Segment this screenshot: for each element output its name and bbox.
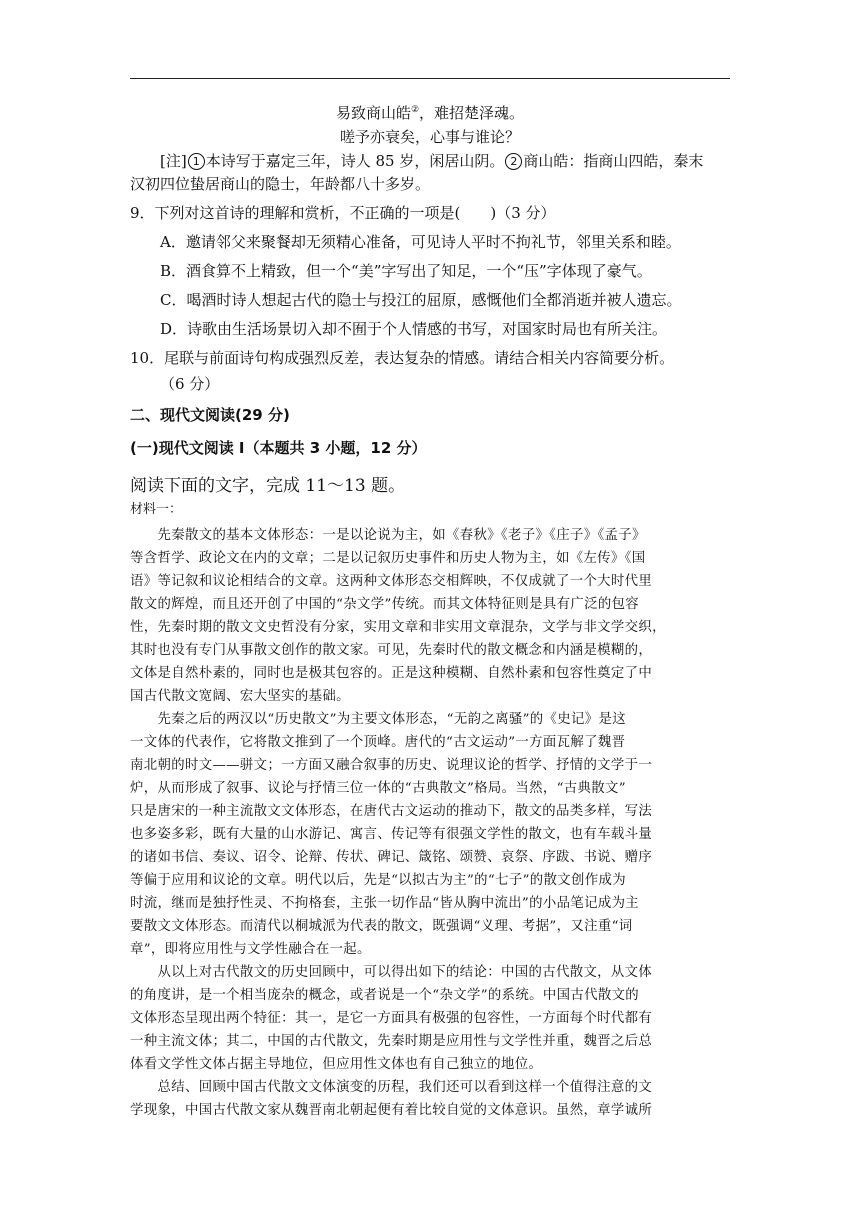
paragraph-line: 先秦散文的基本文体形态：一是以论说为主，如《春秋》《老子》《庄子》《孟子》 xyxy=(130,528,646,543)
note-line-1 xyxy=(160,151,703,171)
circled-number-1: 1 xyxy=(188,153,205,170)
poem-line-1-rest: ，难招楚泽魂。 xyxy=(419,104,525,122)
footnote-mark: ② xyxy=(410,105,420,115)
section-subtitle: (一)现代文阅读 I（本题共 3 小题，12 分） xyxy=(130,439,427,457)
reading-instruction: 阅读下面的文字，完成 11～13 题。 xyxy=(130,476,406,496)
paragraph-line: 的角度讲，是一个相当庞杂的概念，或者说是一个“杂文学”的系统。中国古代散文的 xyxy=(130,988,640,1003)
paragraph-line: 等含哲学、政论文在内的文章；二是以记叙历史事件和历史人物为主，如《左传》《国 xyxy=(130,551,646,566)
paragraph-line: 国古代散文宽阔、宏大坚实的基础。 xyxy=(130,689,350,704)
question-9-stem: 9．下列对这首诗的理解和赏析，不正确的一项是( )（3 分） xyxy=(130,204,556,222)
question-9-option-c: C．喝酒时诗人想起古代的隐士与投江的屈原，感慨他们全都消逝并被人遗忘。 xyxy=(160,291,682,309)
paragraph-line: 只是唐宋的一种主流散文文体形态，在唐代古文运动的推动下，散文的品类多样，写法 xyxy=(130,804,653,819)
poem-line-1 xyxy=(130,103,730,123)
note-part-2: 商山皓：指商山四皓，秦末 xyxy=(523,152,704,170)
paragraph-line: 体看文学性文体占据主导地位，但应用性文体也有自己独立的地位。 xyxy=(130,1057,543,1072)
note-line-2: 汉初四位蛰居商山的隐士，年龄都八十多岁。 xyxy=(130,175,431,193)
paragraph-line: 一文体的代表作，它将散文推到了一个顶峰。唐代的“古文运动”一方面瓦解了魏晋 xyxy=(130,735,626,750)
paragraph-line: 的诸如书信、奏议、诏令、论辩、传状、碑记、箴铭、颂赞、哀祭、序跋、书说、赠序 xyxy=(130,850,653,865)
question-10-points: （6 分） xyxy=(160,375,220,393)
paragraph-line: 时流，继而是独抒性灵、不拘格套，主张一切作品“皆从胸中流出”的小品笔记成为主 xyxy=(130,896,640,911)
note-prefix: [注] xyxy=(160,152,187,170)
paragraph-line: 要散文文体形态。而清代以桐城派为代表的散文，既强调“义理、考据”，又注重“词 xyxy=(130,919,633,934)
paragraph-line: 南北朝的时文——骈文；一方面又融合叙事的历史、说理议论的哲学、抒情的文学于一 xyxy=(130,758,653,773)
paragraph-line: 文体形态呈现出两个特征：其一，是它一方面具有极强的包容性，一方面每个时代都有 xyxy=(130,1011,653,1026)
paragraph-line: 炉，从而形成了叙事、议论与抒情三位一体的“古典散文”格局。当然，“古典散文” xyxy=(130,781,626,796)
paragraph-line: 章”，即将应用性与文学性融合在一起。 xyxy=(130,942,371,957)
paragraph-line: 散文的辉煌，而且还开创了中国的“杂文学”传统。而其文体特征则是具有广泛的包容 xyxy=(130,597,640,612)
question-9-option-a: A．邀请邻父来聚餐却无须精心准备，可见诗人平时不拘礼节，邻里关系和睦。 xyxy=(160,233,681,251)
paragraph-line: 一种主流文体；其二，中国的古代散文，先秦时期是应用性与文学性并重，魏晋之后总 xyxy=(130,1034,653,1049)
paragraph-line: 其时也没有专门从事散文创作的散文家。可见，先秦时代的散文概念和内涵是模糊的， xyxy=(130,643,653,658)
paragraph-line: 总结、回顾中国古代散文文体演变的历程，我们还可以看到这样一个值得注意的文 xyxy=(130,1080,653,1095)
question-9-option-b: B．酒食算不上精致，但一个“美”字写出了知足，一个“压”字体现了豪气。 xyxy=(160,262,652,280)
poem-line-1-text: 易致商山皓 xyxy=(335,104,411,122)
paragraph-line: 文体是自然朴素的，同时也是极其包容的。正是这种模糊、自然朴素和包容性奠定了中 xyxy=(130,666,653,681)
paragraph-line: 性，先秦时期的散文文史哲没有分家，实用文章和非实用文章混杂，文学与非文学交织， xyxy=(130,620,666,635)
paragraph-line: 先秦之后的两汉以“历史散文”为主要文体形态，“无韵之离骚”的《史记》是这 xyxy=(130,712,626,727)
material-label: 材料一： xyxy=(130,502,183,517)
paragraph-line: 语》等记叙和议论相结合的文章。这两种文体形态交相辉映，不仅成就了一个大时代里 xyxy=(130,574,653,589)
question-9-option-d: D．诗歌由生活场景切入却不囿于个人情感的书写，对国家时局也有所关注。 xyxy=(160,320,668,338)
note-part-1: 本诗写于嘉定三年，诗人 85 岁，闲居山阴。 xyxy=(205,152,505,170)
paragraph-line: 学现象，中国古代散文家从魏晋南北朝起便有着比较自觉的文体意识。虽然，章学诚所 xyxy=(130,1103,653,1118)
poem-line-2: 嗟予亦衰矣，心事与谁论？ xyxy=(339,128,520,146)
circled-number-2: 2 xyxy=(505,153,522,170)
header-rule xyxy=(130,78,730,79)
paragraph-line: 从以上对古代散文的历史回顾中，可以得出如下的结论：中国的古代散文，从文体 xyxy=(130,965,653,980)
section-title: 二、现代文阅读(29 分) xyxy=(130,406,290,424)
paragraph-line: 等偏于应用和议论的文章。明代以后，先是“以拟古为主”的“七子”的散文创作成为 xyxy=(130,873,626,888)
question-10: 10．尾联与前面诗句构成强烈反差，表达复杂的情感。请结合相关内容简要分析。 xyxy=(130,349,675,367)
paragraph-line: 也多姿多彩，既有大量的山水游记、寓言、传记等有很强文学性的散文，也有车载斗量 xyxy=(130,827,653,842)
